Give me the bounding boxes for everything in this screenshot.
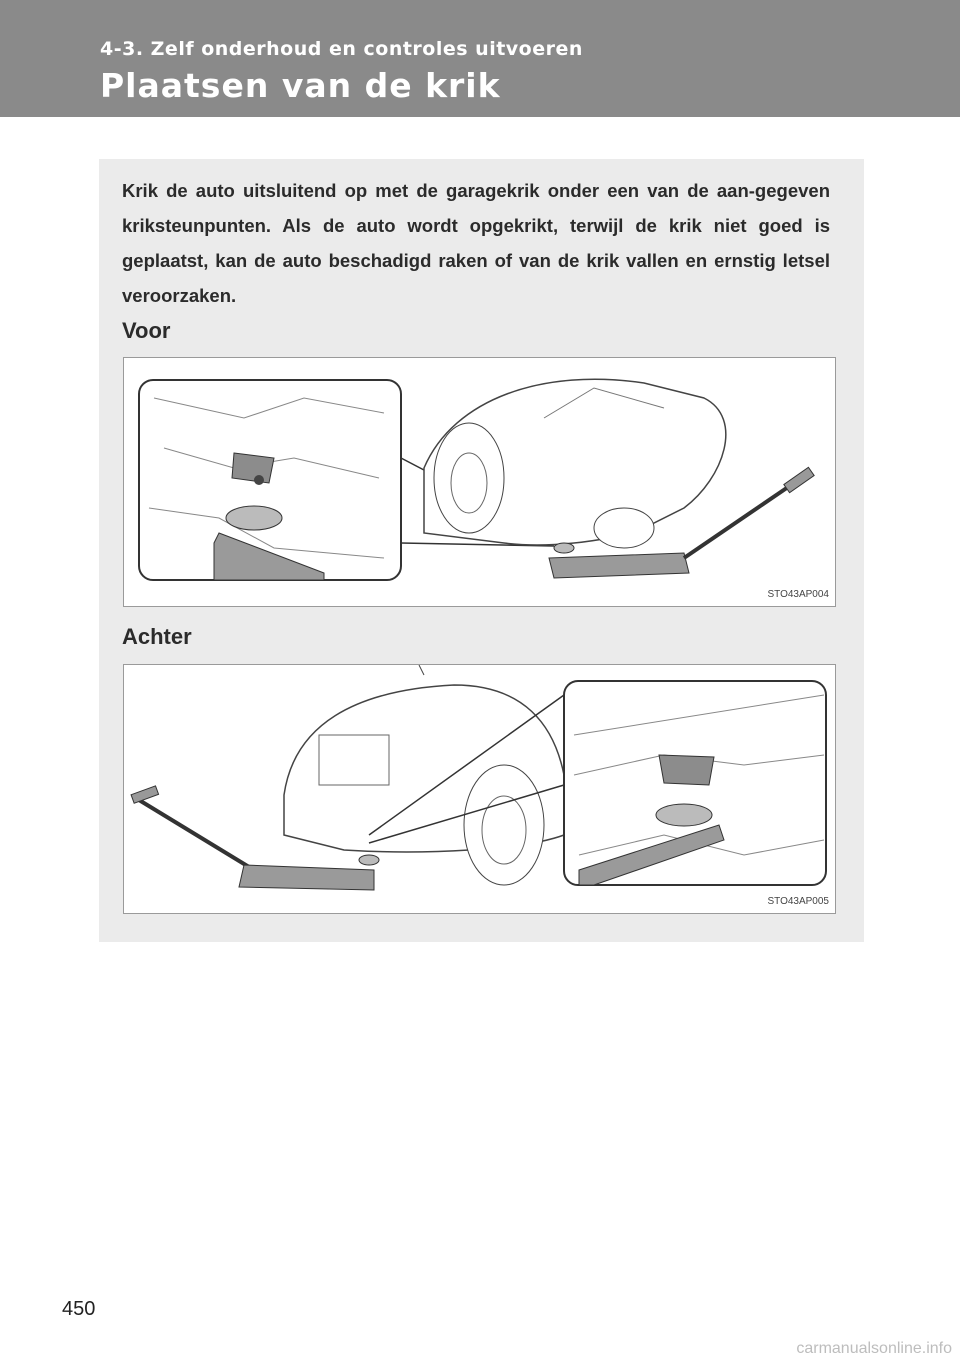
warning-text: Krik de auto uitsluitend op met de garagekrik onder een van de aan-gegeven kriksteunpunten. Als de auto wordt opgekrikt, terwijl de krik niet goed is geplaatst, kan de auto beschadigd raken of van de krik vallen en ernstig letsel veroorzaken. — [122, 180, 830, 306]
page-number: 450 — [62, 1298, 96, 1320]
rear-jack-drawing — [124, 665, 836, 914]
front-jack-illustration — [123, 357, 836, 607]
front-label: Voor — [122, 318, 171, 343]
section-header — [0, 0, 960, 117]
section-title: 4-3. Zelf onderhoud en controles uitvoeren — [100, 38, 583, 60]
rear-figure-code: STO43AP005 — [767, 896, 829, 907]
rear-jack-illustration — [123, 664, 836, 914]
front-jack-drawing — [124, 358, 836, 607]
rear-label: Achter — [122, 624, 192, 649]
watermark: carmanualsonline.info — [796, 1340, 952, 1357]
page-title: Plaatsen van de krik — [100, 66, 501, 105]
front-figure-code: STO43AP004 — [767, 589, 829, 600]
